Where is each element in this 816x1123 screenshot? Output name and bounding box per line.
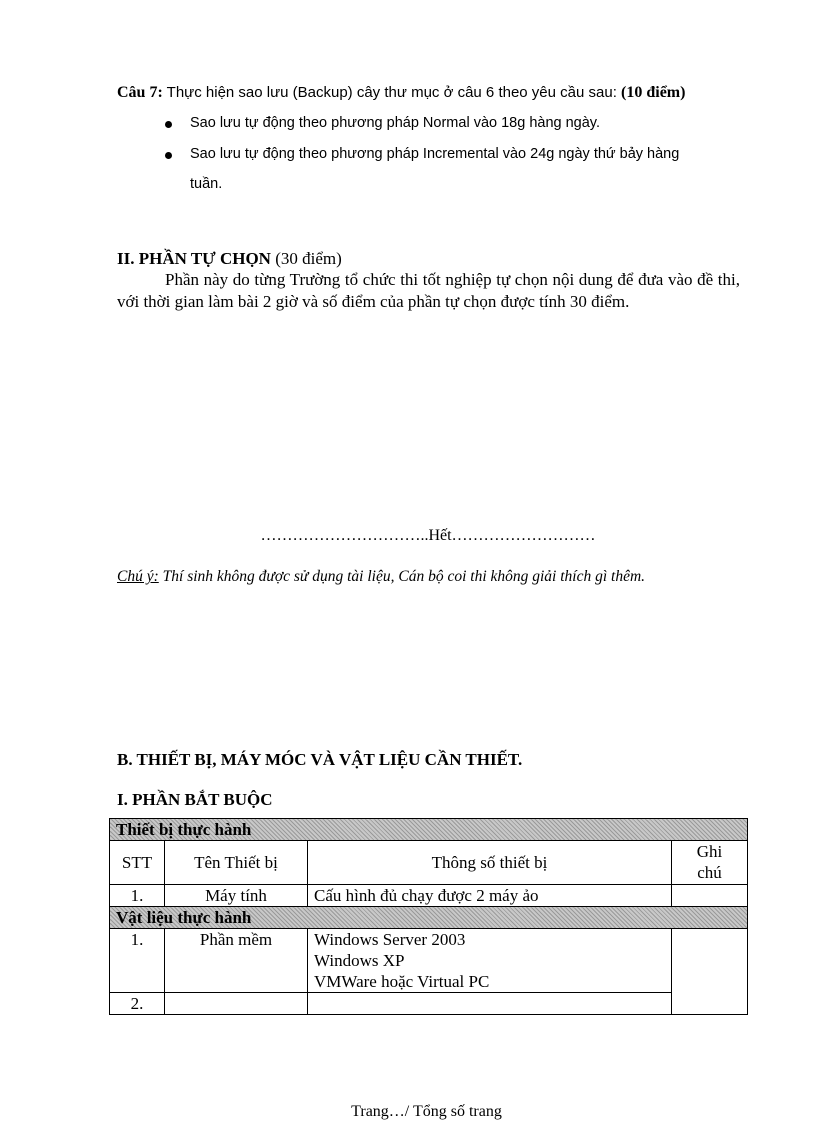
row1-note [672,885,748,907]
header-spec: Thông số thiết bị [308,841,672,885]
section-2-text: Phần này do từng Trường tổ chức thi tốt nghiệp tự chọn nội dung để đưa vào đề thi, với thời gian làm bài 2 giờ và số điểm của phần tự chọn được tính 30 điểm. [117,270,740,311]
section-b-heading: B. THIẾT BỊ, MÁY MÓC VÀ VẬT LIỆU CẦN THIẾT. [117,750,523,769]
bullet-dot [165,152,172,159]
section-2-heading [117,249,342,269]
row2-stt: 1. [110,929,165,993]
section-2-paragraph [117,269,740,313]
page-footer: Trang…/ Tổng số trang [351,1103,502,1120]
section-i-heading: I. PHẦN BẮT BUỘC [117,790,273,809]
bullet-dot [165,121,172,128]
header-stt: STT [110,841,165,885]
header-note-line2: chú [697,863,722,882]
note-text: Thí sinh không được sử dụng tài liệu, Cán bộ coi thi không giải thích gì thêm. [158,568,646,585]
row1-stt: 1. [110,885,165,907]
row2-spec-line: Windows XP [314,951,405,970]
row2-name: Phần mềm [165,929,308,993]
row3-stt: 2. [110,993,165,1015]
end-marker: …………………………..Hết……………………… [260,527,596,544]
row2-spec-line: VMWare hoặc Virtual PC [314,972,490,991]
question-7-label: Câu 7: [117,84,163,101]
header-note [672,841,748,885]
note-label: Chú ý: [117,568,159,585]
note [117,568,645,586]
table-band-materials: Vật liệu thực hành [110,907,748,929]
bullet-item: Sao lưu tự động theo phương pháp Normal vào 18g hàng ngày. [190,115,601,131]
table-row [110,885,748,907]
section-2-points: (30 điểm) [270,249,342,268]
bullet-item: Sao lưu tự động theo phương pháp Incremental vào 24g ngày thứ bảy hàng [190,146,680,162]
row3-spec [308,993,672,1015]
row1-spec: Cấu hình đủ chạy được 2 máy ảo [308,885,672,907]
row2-note [672,929,748,1015]
table-row [110,993,748,1015]
question-7 [117,84,757,102]
header-name: Tên Thiết bị [165,841,308,885]
section-2-title: II. PHẦN TỰ CHỌN [117,249,271,268]
row2-spec-line: Windows Server 2003 [314,930,466,949]
equipment-table [109,818,748,1015]
row2-spec [308,929,672,993]
header-note-line1: Ghi [696,842,723,861]
question-7-points: (10 điểm) [621,84,686,101]
row1-name: Máy tính [165,885,308,907]
question-7-text: Thực hiện sao lưu (Backup) cây thư mục ở câu 6 theo yêu cầu sau: [162,84,622,101]
table-band-equipment: Thiết bị thực hành [110,819,748,841]
bullet-item-continuation: tuần. [190,176,223,192]
table-row [110,929,748,993]
row3-name [165,993,308,1015]
